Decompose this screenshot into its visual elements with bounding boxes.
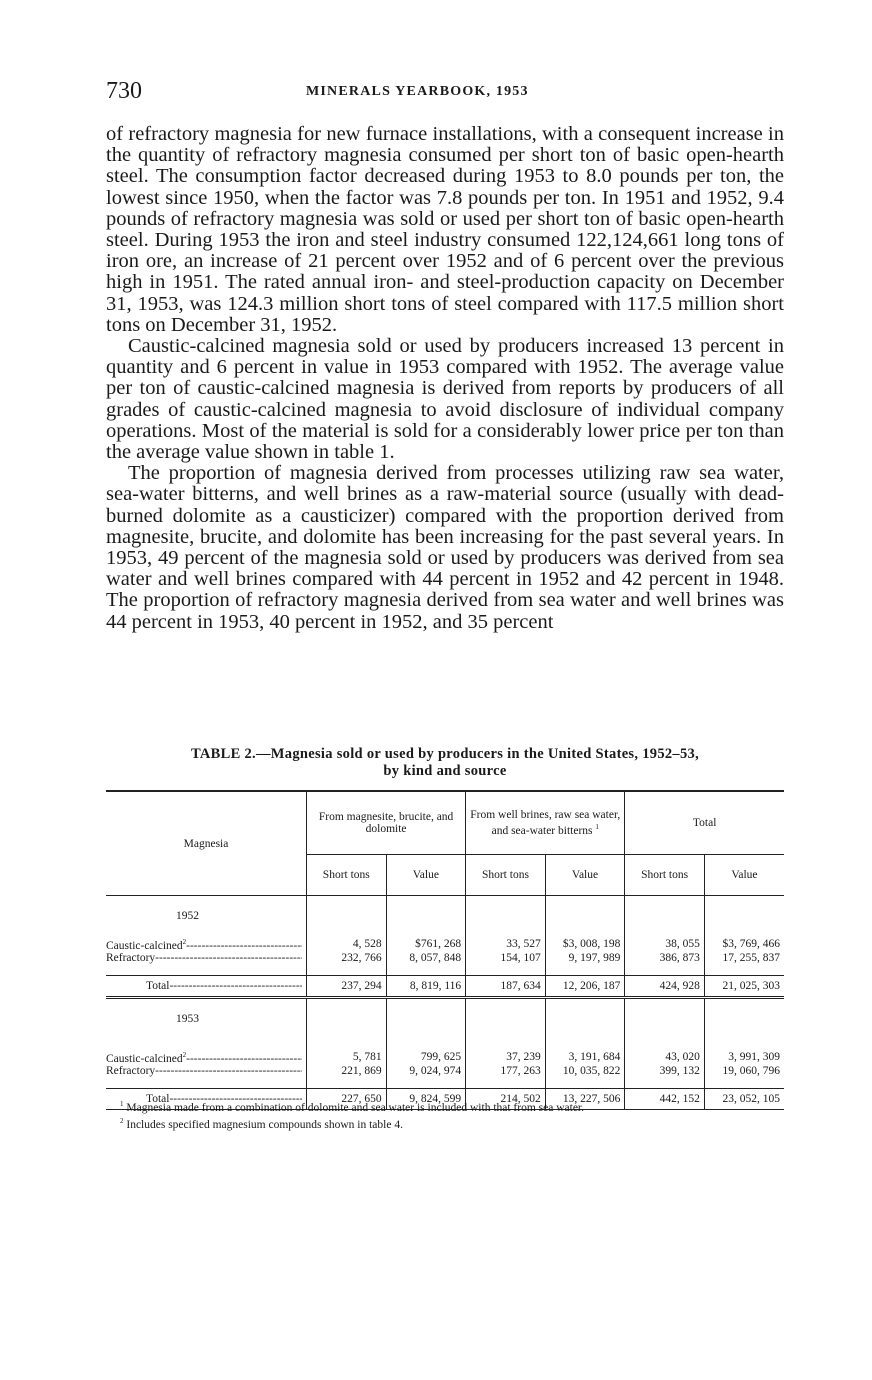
table-cell: 3, 191, 684	[545, 1049, 625, 1065]
table-caption-line-1: TABLE 2.—Magnesia sold or used by producers in the United States, 1952–53,	[191, 746, 699, 762]
table-row	[106, 952, 784, 965]
footnote-1-mark: 1	[120, 1100, 124, 1108]
table-cell: 154, 107	[466, 952, 546, 965]
table-cell: 12, 206, 187	[545, 975, 625, 997]
table-row	[106, 1065, 784, 1078]
table-cell: 386, 873	[625, 952, 705, 965]
column-group-brines	[466, 792, 625, 855]
footnote-2-text: Includes specified magnesium compounds shown in table 4.	[126, 1118, 403, 1131]
table-cell: 399, 132	[625, 1065, 705, 1078]
subheader-short-tons: Short tons	[625, 855, 705, 896]
table-cell: 214, 502	[466, 1088, 546, 1109]
table-cell: 43, 020	[625, 1049, 705, 1065]
row-label: Refractory	[106, 952, 156, 965]
subheader-value: Value	[545, 855, 625, 896]
paragraph-2: Caustic-calcined magnesia sold or used by producers increased 13 percent in quantity and 6 percent in value in 1953 compared with 1952. The average value per ton of caustic-calcined magnesia is derived from reports by producers of all grades of caustic-calcined magnesia to avoid disclosure of individual company operations. Most of the material is sold for a considerably lower price per ton than the average value shown in table 1.	[106, 335, 784, 464]
table-cell: 17, 255, 837	[704, 952, 784, 965]
table-cell: 8, 057, 848	[386, 952, 466, 965]
total-label: Total	[146, 1092, 170, 1105]
footnotes	[106, 1098, 784, 1132]
table-cell: 13, 227, 506	[545, 1088, 625, 1109]
table-cell: 37, 239	[466, 1049, 546, 1065]
year-label: 1953	[176, 1012, 199, 1025]
table-cell: 23, 052, 105	[704, 1088, 784, 1109]
footnote-2-mark: 2	[120, 1116, 124, 1125]
table-cell: 227, 650	[307, 1088, 387, 1109]
page-number: 730	[106, 78, 142, 104]
column-header-magnesia: Magnesia	[106, 792, 307, 896]
table-cell: 9, 197, 989	[545, 952, 625, 965]
table-cell: 33, 527	[466, 936, 546, 952]
year-label: 1952	[176, 910, 199, 922]
footnote-2	[106, 1115, 784, 1132]
table-cell: 38, 055	[625, 936, 705, 952]
column-group-magnesite-label: From magnesite, brucite, and dolomite	[318, 811, 454, 835]
table-cell: 19, 060, 796	[704, 1065, 784, 1078]
footnote-1	[106, 1098, 784, 1115]
table-cell: 442, 152	[625, 1088, 705, 1109]
footnote-1-text: Magnesia made from a combination of dolomite and sea water is included with that from sea water.	[126, 1101, 584, 1114]
footnote-ref-2: 2	[182, 1050, 187, 1059]
page-header	[106, 78, 786, 106]
paragraph-1: of refractory magnesia for new furnace installations, with a consequent increase in the quantity of refractory magnesia consumed per short ton of basic open-hearth steel. The consumption factor decreased during 1953 to 8.0 pounds per ton, the lowest since 1950, when the factor was 7.8 pounds per ton. In 1951 and 1952, 9.4 pounds of refractory magnesia was sold or used per short ton of basic open-hearth steel. During 1953 the iron and steel industry consumed 122,124,661 long tons of iron ore, an increase of 21 percent over 1952 and of 6 percent over the previous high in 1951. The rated annual iron- and steel-production capacity on December 31, 1953, was 124.3 million short tons of steel compared with 117.5 million short tons on December 31, 1952.	[106, 123, 784, 336]
magnesia-table	[106, 790, 784, 1110]
table-cell: $3, 008, 198	[545, 936, 625, 952]
paragraph-3: The proportion of magnesia derived from processes utilizing raw sea water, sea-water bitterns, and well brines as a raw-material source (usually with dead-burned dolomite as a causticizer) compared with the proportion derived from magnesite, brucite, and dolomite has been increasing for the past several years. In 1953, 49 percent of the magnesia sold or used by producers was derived from sea water and well brines compared with 44 percent in 1952 and 42 percent in 1948. The proportion of refractory magnesia derived from sea water and well brines was 44 percent in 1953, 40 percent in 1952, and 35 percent	[106, 462, 784, 633]
subheader-short-tons: Short tons	[466, 855, 546, 896]
table-cell: 177, 263	[466, 1065, 546, 1078]
table-caption	[106, 746, 784, 780]
subheader-value: Value	[386, 855, 466, 896]
table-cell: 9, 824, 599	[386, 1088, 466, 1109]
table-row	[106, 1049, 784, 1065]
row-label: Refractory	[106, 1065, 156, 1078]
table-cell: 5, 781	[307, 1049, 387, 1065]
table-cell: $3, 769, 466	[704, 936, 784, 952]
body-text	[106, 124, 784, 633]
table-caption-line-2: by kind and source	[383, 763, 507, 779]
table-cell: 424, 928	[625, 975, 705, 997]
running-title: MINERALS YEARBOOK, 1953	[306, 84, 529, 99]
table-cell: 799, 625	[386, 1049, 466, 1065]
table-row	[106, 936, 784, 952]
table-cell: 21, 025, 303	[704, 975, 784, 997]
total-row	[106, 975, 784, 997]
total-label: Total	[146, 979, 170, 992]
table-cell: 3, 991, 309	[704, 1049, 784, 1065]
column-group-magnesite	[307, 792, 466, 855]
table-cell: 237, 294	[307, 975, 387, 997]
table-cell: 10, 035, 822	[545, 1065, 625, 1078]
table-cell: 232, 766	[307, 952, 387, 965]
row-label: Caustic-calcined	[106, 1052, 183, 1065]
footnote-ref-2: 2	[182, 938, 187, 946]
table-cell: 9, 024, 974	[386, 1065, 466, 1078]
column-group-total: Total	[625, 792, 784, 855]
footnote-ref-1: 1	[595, 823, 599, 832]
table-cell: 4, 528	[307, 936, 387, 952]
table-cell: 187, 634	[466, 975, 546, 997]
subheader-short-tons: Short tons	[307, 855, 387, 896]
table-cell: 221, 869	[307, 1065, 387, 1078]
table-cell: 8, 819, 116	[386, 975, 466, 997]
table-cell: $761, 268	[386, 936, 466, 952]
subheader-value: Value	[704, 855, 784, 896]
column-group-brines-label: From well brines, raw sea water, and sea-water bitterns	[470, 809, 621, 837]
row-label: Caustic-calcined	[106, 939, 183, 952]
